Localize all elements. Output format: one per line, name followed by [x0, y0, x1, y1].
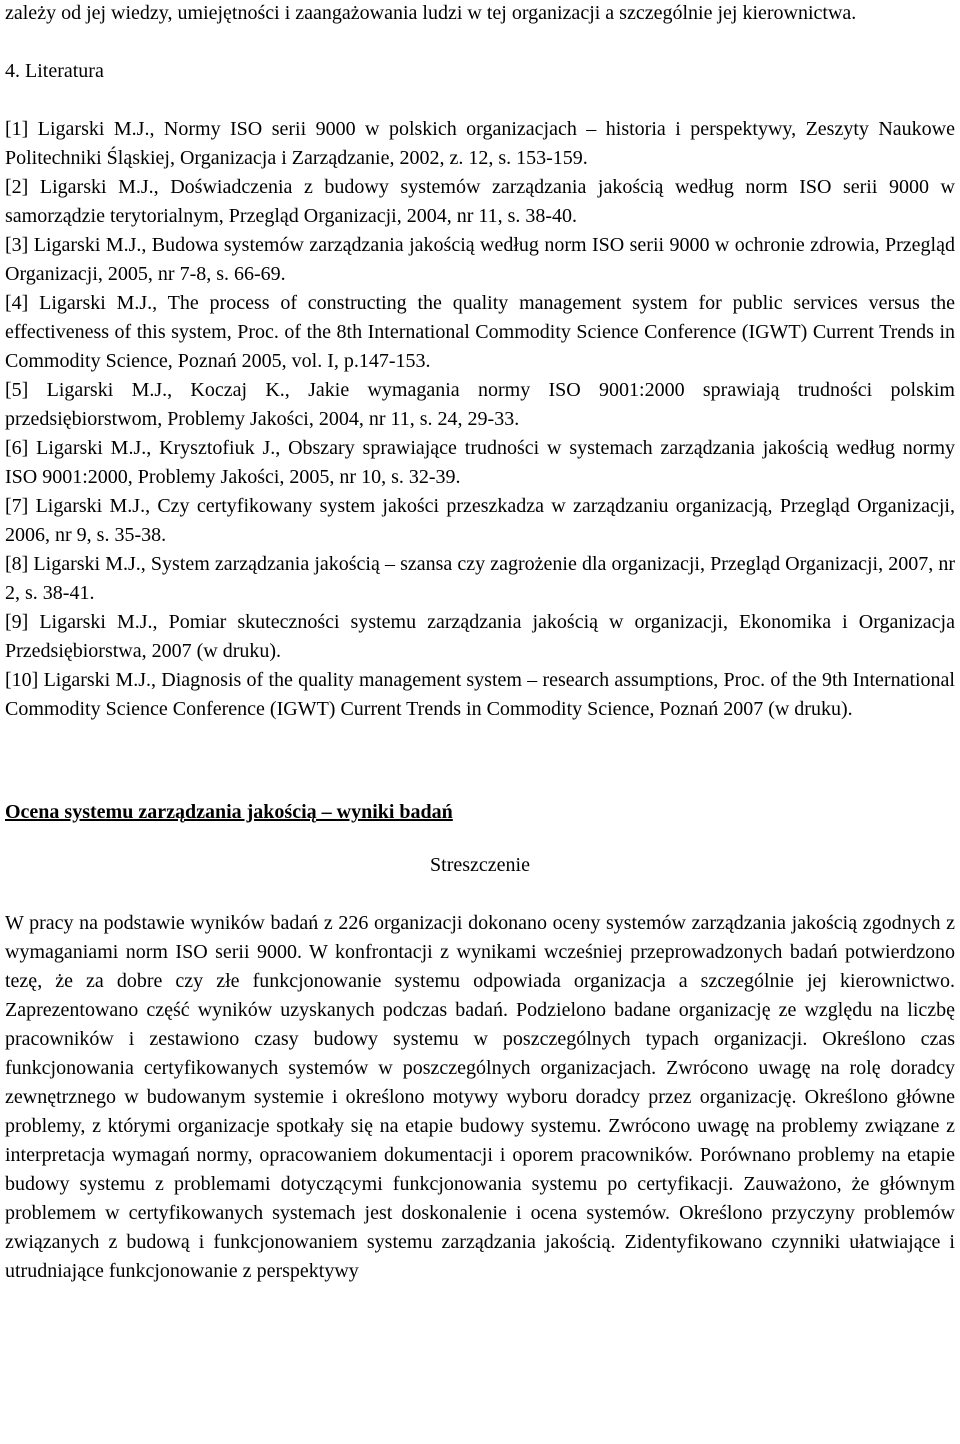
literature-heading: 4. Literatura — [5, 60, 104, 82]
reference-item-1: [1] Ligarski M.J., Normy ISO serii 9000 w polskich organizacjach – historia i perspektywy, Zeszyty Naukowe Politechniki Śląskiej, Organizacja i Zarządzanie, 2002, z. 12, s. 153-159. — [5, 118, 955, 169]
reference-item-7: [7] Ligarski M.J., Czy certyfikowany system jakości przeszkadza w zarządzaniu organizacją, Przegląd Organizacji, 2006, nr 9, s. 35-38. — [5, 495, 955, 546]
intro-paragraph: zależy od jej wiedzy, umiejętności i zaangażowania ludzi w tej organizacji a szczególnie jej kierownictwa. — [5, 2, 857, 24]
reference-item-2: [2] Ligarski M.J., Doświadczenia z budowy systemów zarządzania jakością według norm ISO serii 9000 w samorządzie terytorialnym, Przegląd Organizacji, 2004, nr 11, s. 38-40. — [5, 176, 955, 227]
reference-item-10: [10] Ligarski M.J., Diagnosis of the quality management system – research assumptions, Proc. of the 9th International Commodity Science Conference (IGWT) Current Trends in Commodity Science, Poznań 2007 (w druku). — [5, 669, 955, 720]
reference-item-5: [5] Ligarski M.J., Koczaj K., Jakie wymagania normy ISO 9001:2000 sprawiają trudności polskim przedsiębiorstwom, Problemy Jakości, 2004, nr 11, s. 24, 29-33. — [5, 379, 955, 430]
reference-item-3: [3] Ligarski M.J., Budowa systemów zarządzania jakością według norm ISO serii 9000 w ochronie zdrowia, Przegląd Organizacji, 2005, nr 7-8, s. 66-69. — [5, 234, 955, 285]
abstract-paragraph: W pracy na podstawie wyników badań z 226 organizacji dokonano oceny systemów zarządzania jakością zgodnych z wymaganiami norm ISO serii 9000. W konfrontacji z wynikami wcześniej przeprowadzonych badań potwierdzono tezę, że za dobre czy złe funkcjonowanie systemu odpowiada organizacja a szczególnie jej kierownictwo. Zaprezentowano część wyników uzyskanych podczas badań. Podzielono badane organizację ze względu na liczbę pracowników i zestawiono czasy budowy systemu w poszczególnych typach organizacji. Określono czas funkcjonowania certyfikowanych systemów w poszczególnych organizacjach. Zwrócono uwagę na rolę doradcy zewnętrznego w budowanym systemie i określono motywy wyboru doradcy przez organizację. Określono główne problemy, z którymi organizacje spotkały się na etapie budowy systemu. Zwrócono uwagę na problemy związane z interpretacja wymagań normy, opracowaniem dokumentacji i oporem pracowników. Porównano problemy na etapie budowy systemu z problemami dotyczącymi funkcjonowania systemu po certyfikacji. Zauważono, że głównym problemem w certyfikowanych systemach jest doskonalenie i ocena systemów. Określono przyczyny problemów związanych z budową i funkcjonowaniem systemu zarządzania jakością. Zidentyfikowano czynniki ułatwiające i utrudniające funkcjonowanie z perspektywy — [5, 912, 955, 1282]
abstract-heading: Streszczenie — [430, 854, 530, 876]
page-content — [5, 0, 955, 1286]
reference-list — [5, 115, 955, 724]
reference-item-4: [4] Ligarski M.J., The process of constructing the quality management system for public services versus the effectiveness of this system, Proc. of the 8th International Commodity Science Conference (IGWT) Current Trends in Commodity Science, Poznań 2005, vol. I, p.147-153. — [5, 292, 955, 372]
article-title: Ocena systemu zarządzania jakością – wyniki badań — [5, 801, 453, 823]
reference-item-6: [6] Ligarski M.J., Krysztofiuk J., Obszary sprawiające trudności w systemach zarządzania jakością według normy ISO 9001:2000, Problemy Jakości, 2005, nr 10, s. 32-39. — [5, 437, 955, 488]
reference-item-8: [8] Ligarski M.J., System zarządzania jakością – szansa czy zagrożenie dla organizacji, Przegląd Organizacji, 2007, nr 2, s. 38-41. — [5, 553, 955, 604]
reference-item-9: [9] Ligarski M.J., Pomiar skuteczności systemu zarządzania jakością w organizacji, Ekonomika i Organizacja Przedsiębiorstwa, 2007 (w druku). — [5, 611, 955, 662]
